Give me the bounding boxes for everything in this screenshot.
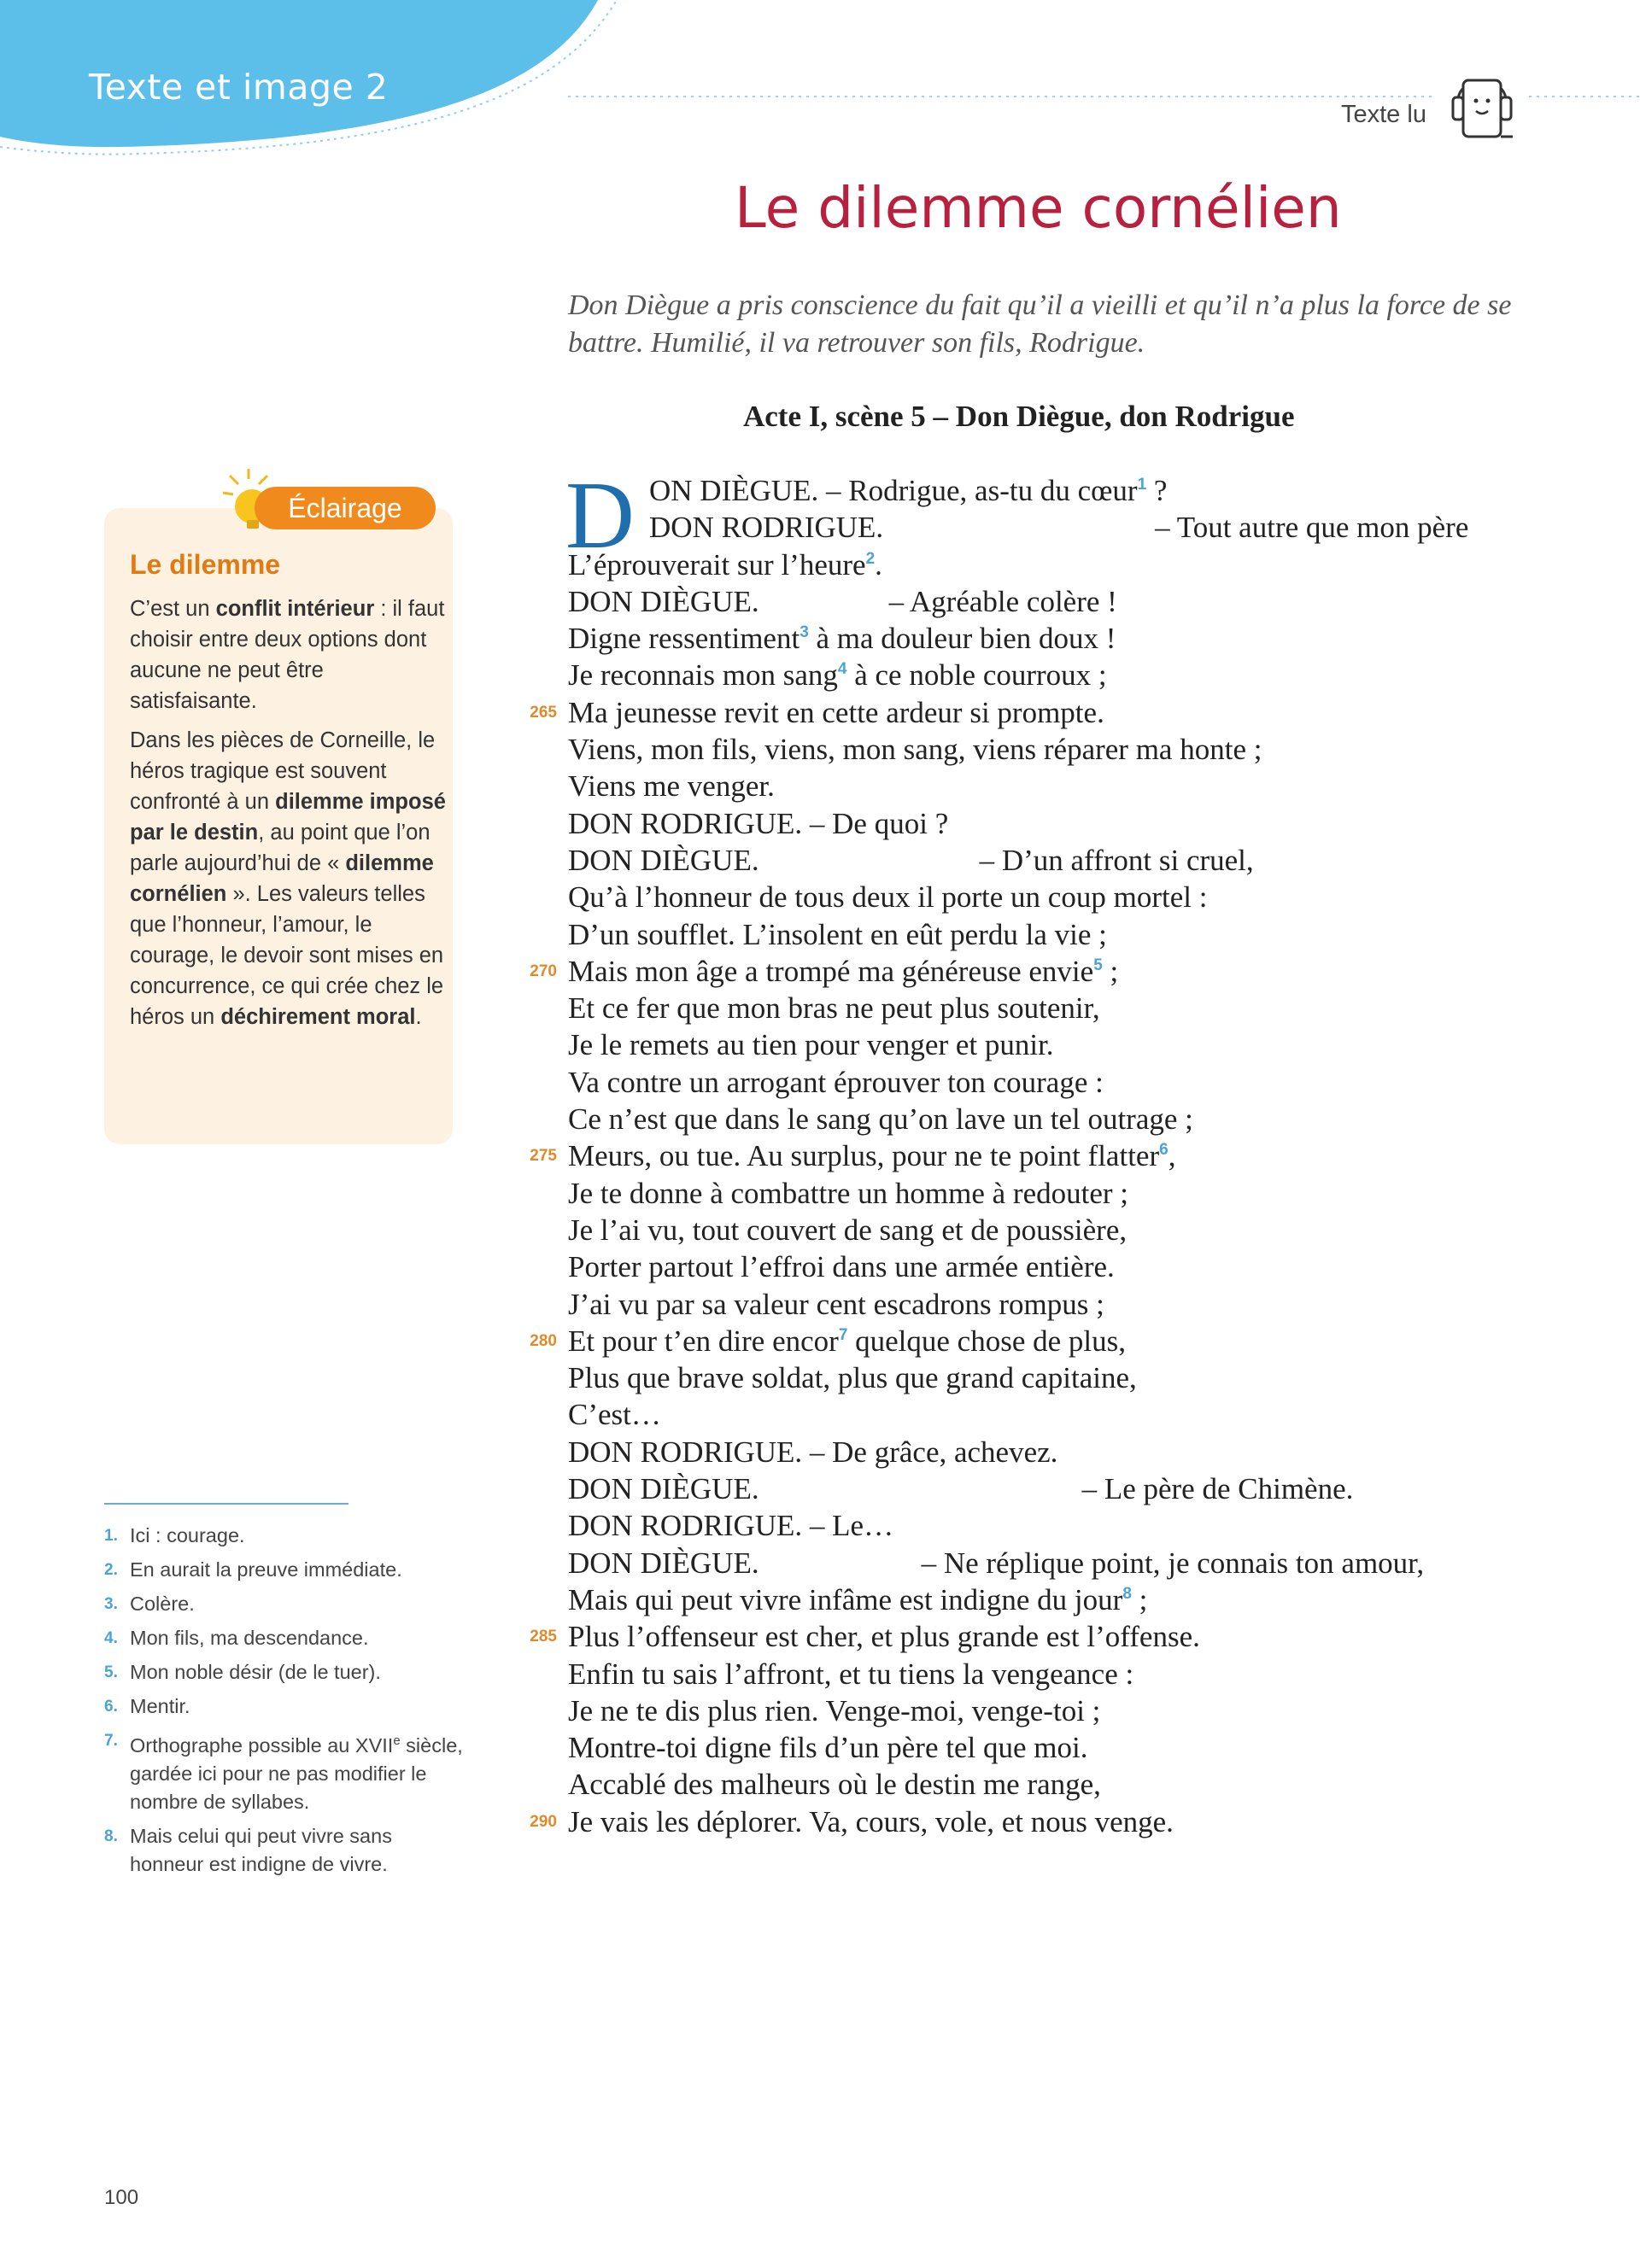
verse-line: 270 Mais mon âge a trompé ma généreuse envie$^5$ ; bbox=[568, 953, 1610, 990]
footnote: 7. Orthographe possible au XVIIe siècle, gardée ici pour ne pas modifier le nombre de syllabes. bbox=[104, 1732, 463, 1813]
verse-line: ON DIÈGUE. – Rodrigue, as-tu du cœur$^1$ ? bbox=[649, 474, 1168, 507]
footnote-ref[interactable]: 3 bbox=[800, 623, 809, 642]
line-number: 275 bbox=[530, 1147, 557, 1166]
verse-text bbox=[530, 472, 1610, 1840]
verse-line: Mais qui peut vivre infâme est indigne du jour$^8$ ; bbox=[568, 1582, 1148, 1616]
verse-line: 285 Plus l’offenseur est cher, et plus grande est l’offense. bbox=[568, 1618, 1610, 1655]
verse-line: DON RODRIGUE. – De grâce, achevez. bbox=[568, 1435, 1058, 1469]
footnote-ref[interactable]: 5 bbox=[1093, 956, 1103, 974]
verse-line: Plus que brave soldat, plus que grand capitaine, bbox=[568, 1361, 1137, 1395]
line-number: 290 bbox=[530, 1812, 557, 1831]
verse-line: C’est… bbox=[568, 1398, 661, 1432]
box-body bbox=[130, 593, 446, 1041]
verse-line: Porter partout l’effroi dans une armée entière. bbox=[568, 1250, 1115, 1284]
footnote: 2. En aurait la preuve immédiate. bbox=[104, 1558, 402, 1581]
verse-line: Viens, mon fils, viens, mon sang, viens réparer ma honte ; bbox=[568, 733, 1262, 767]
verse-line: Enfin tu sais l’affront, et tu tiens la vengeance : bbox=[568, 1657, 1134, 1691]
box-paragraph-2: Dans les pièces de Corneille, le héros tragique est souvent confronté à un dilemme imposé par le destin, au point que l’on parle aujourd’hui de « dilemme cornélien ». Les valeurs telles que l’honneur, l’amour, le courage, le devoir sont mises en concurrence, ce qui crée chez le héros un déchirement moral. bbox=[130, 728, 446, 1029]
verse-line: DON RODRIGUE. – De quoi ? bbox=[568, 806, 949, 840]
footnote: 6. Mentir. bbox=[104, 1695, 190, 1717]
verse-line: Je l’ai vu, tout couvert de sang et de poussière, bbox=[568, 1213, 1128, 1247]
headphones-face-icon[interactable] bbox=[1448, 67, 1516, 143]
footnote: 3. Colère. bbox=[104, 1593, 195, 1615]
footnote: 8. Mais celui qui peut vivre sans honneur est indigne de vivre. bbox=[104, 1825, 392, 1875]
verse-line: 290 Je vais les déplorer. Va, cours, vole, et nous venge. bbox=[568, 1803, 1610, 1840]
verse-line: D’un soufflet. L’insolent en eût perdu la vie ; bbox=[568, 917, 1107, 951]
footnote: 1. Ici : courage. bbox=[104, 1524, 245, 1546]
verse-line: 280 Et pour t’en dire encor$^7$ quelque chose de plus, bbox=[568, 1323, 1610, 1359]
footnote-ref[interactable]: 7 bbox=[838, 1325, 848, 1344]
page-title: Le dilemme cornélien bbox=[735, 175, 1342, 241]
verse-line: Et ce fer que mon bras ne peut plus soutenir, bbox=[568, 991, 1100, 1026]
eclairage-tag: Éclairage bbox=[255, 487, 436, 529]
footnote-rule bbox=[104, 1503, 348, 1505]
verse-line: DON DIÈGUE. – Le père de Chimène. bbox=[568, 1472, 1354, 1506]
intro-text: Don Diègue a pris conscience du fait qu’il a vieilli et qu’il n’a plus la force de se battre. Humilié, il va retrouver son fils, Rodrigue. bbox=[568, 289, 1512, 359]
verse-line: DON RODRIGUE. – Le… bbox=[568, 1509, 894, 1543]
verse-line: 265 Ma jeunesse revit en cette ardeur si prompte. bbox=[568, 694, 1610, 731]
verse-line: L’éprouverait sur l’heure$^2$. bbox=[568, 547, 882, 582]
section-label: Texte et image 2 bbox=[89, 67, 389, 108]
verse-line: Je te donne à combattre un homme à redouter ; bbox=[568, 1176, 1129, 1210]
verse-line: Viens me venger. bbox=[568, 769, 775, 804]
verse-line: Je le remets au tien pour venger et punir. bbox=[568, 1028, 1054, 1062]
verse-line: Ce n’est que dans le sang qu’on lave un tel outrage ; bbox=[568, 1102, 1193, 1137]
line-number: 265 bbox=[530, 703, 557, 722]
verse-line: 275 Meurs, ou tue. Au surplus, pour ne te point flatter$^6$, bbox=[568, 1137, 1610, 1174]
verse-line: Je ne te dis plus rien. Venge-moi, venge-toi ; bbox=[568, 1693, 1101, 1727]
verse-line: Accablé des malheurs où le destin me range, bbox=[568, 1768, 1101, 1802]
verse-line: DON DIÈGUE. – Agréable colère ! bbox=[568, 584, 1117, 618]
scene-heading: Acte I, scène 5 – Don Diègue, don Rodrigue bbox=[743, 400, 1295, 433]
line-number: 285 bbox=[530, 1628, 557, 1646]
verse-line: DON RODRIGUE. – Tout autre que mon père bbox=[649, 511, 1469, 545]
line-number: 280 bbox=[530, 1331, 557, 1350]
verse-line: Digne ressentiment$^3$ à ma douleur bien doux ! bbox=[568, 622, 1116, 656]
verse-line: Montre-toi digne fils d’un père tel que moi. bbox=[568, 1731, 1088, 1765]
footnote-ref[interactable]: 6 bbox=[1159, 1141, 1168, 1160]
footnotes bbox=[104, 1522, 463, 1885]
verse-line: DON DIÈGUE. – D’un affront si cruel, bbox=[568, 843, 1254, 877]
verse-line: Je reconnais mon sang$^4$ à ce noble courroux ; bbox=[568, 658, 1107, 693]
box-paragraph-1: C’est un conflit intérieur : il faut choisir entre deux options dont aucune ne peut être satisfaisante. bbox=[130, 597, 445, 713]
verse-line: Va contre un arrogant éprouver ton courage : bbox=[568, 1065, 1104, 1099]
footnote-ref[interactable]: 2 bbox=[865, 549, 876, 568]
verse-line: J’ai vu par sa valeur cent escadrons rompus ; bbox=[568, 1287, 1104, 1321]
page-number: 100 bbox=[104, 2186, 139, 2209]
footnote: 5. Mon noble désir (de le tuer). bbox=[104, 1661, 381, 1683]
verse-line: DON DIÈGUE. – Ne réplique point, je connais ton amour, bbox=[568, 1546, 1425, 1580]
footnote: 4. Mon fils, ma descendance. bbox=[104, 1627, 369, 1649]
footnote-ref[interactable]: 8 bbox=[1122, 1584, 1132, 1603]
verse-line: Qu’à l’honneur de tous deux il porte un coup mortel : bbox=[568, 880, 1208, 915]
audio-text-label[interactable]: Texte lu bbox=[1341, 101, 1426, 128]
box-title: Le dilemme bbox=[130, 549, 281, 580]
footnote-ref[interactable]: 1 bbox=[1137, 476, 1147, 494]
drop-cap: D bbox=[565, 463, 635, 569]
footnote-ref[interactable]: 4 bbox=[837, 660, 847, 679]
line-number: 270 bbox=[530, 962, 557, 980]
